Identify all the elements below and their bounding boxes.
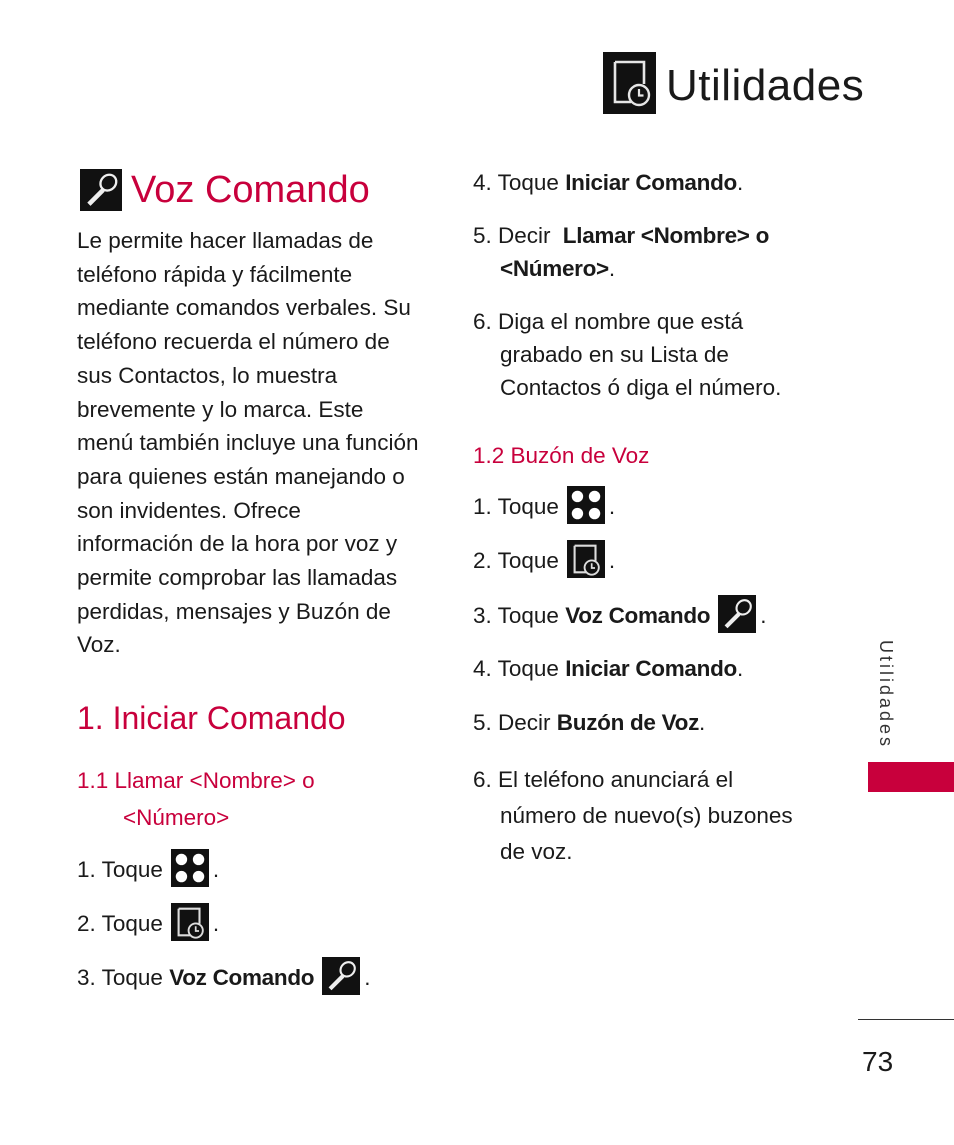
step-period: . [760, 602, 767, 628]
side-tab-marker [868, 762, 954, 792]
step-period: . [608, 256, 616, 281]
menu-grid-icon [567, 486, 605, 524]
step-text: 1. Toque [473, 493, 559, 519]
step-voicemail-6 [473, 762, 833, 870]
step-text: 4. Toque [473, 656, 559, 681]
step-text: 4. Toque [473, 170, 559, 195]
step-text: 6. Diga el nombre que está [473, 309, 744, 334]
microphone-icon [718, 595, 756, 633]
subsection-title: 1. Iniciar Comando [77, 700, 346, 736]
step-text: número de nuevo(s) buzones [500, 803, 793, 828]
step-call-4 [473, 166, 743, 199]
step-bold: Buzón de Voz [556, 710, 700, 735]
step-text: 2. Toque [473, 547, 559, 573]
subsubsection-title-line2: <Número> [123, 805, 230, 830]
step-bold: Iniciar Comando [565, 656, 737, 681]
step-text: 5. Decir [473, 223, 551, 248]
subsubsection-title-call [77, 762, 315, 836]
step-text: 3. Toque [77, 964, 163, 990]
subsubsection-title-line1: 1.1 Llamar <Nombre> o [77, 768, 315, 793]
step-bold: <Número> [500, 256, 609, 281]
intro-paragraph: Le permite hacer llamadas de teléfono rápida y fácilmente mediante comandos verbales. Su teléfono recuerda el número de sus Contactos, lo muestra brevemente y lo marca. Este menú también incluye una función para quienes están manejando o son invidentes. Ofrece información de la hora por voz y permite comprobar las llamadas perdidas, mensajes y Buzón de Voz. [77, 228, 419, 658]
step-call-3 [77, 960, 370, 998]
microphone-icon [322, 957, 360, 995]
step-text: de voz. [500, 839, 573, 864]
step-voicemail-1 [473, 489, 615, 527]
step-period: . [736, 656, 744, 681]
step-text: Contactos ó diga el número. [500, 375, 782, 400]
step-bold: Llamar <Nombre> o [562, 223, 770, 248]
step-period: . [699, 710, 706, 735]
step-call-2 [77, 906, 219, 944]
step-period: . [212, 910, 220, 936]
step-text: 2. Toque [77, 910, 163, 936]
step-period: . [364, 964, 371, 990]
microphone-icon [80, 169, 122, 211]
step-bold: Voz Comando [169, 964, 315, 990]
side-tab-label [868, 632, 904, 756]
step-call-6 [473, 305, 833, 404]
step-call-5 [473, 219, 813, 285]
page-header-title: Utilidades [666, 61, 865, 110]
step-call-1 [77, 852, 219, 890]
step-text: 5. Decir [473, 710, 551, 735]
page-number: 73 [862, 1046, 894, 1077]
menu-grid-icon [171, 849, 209, 887]
step-voicemail-5 [473, 706, 705, 739]
step-period: . [608, 547, 616, 573]
side-tab-text: Utilidades [876, 639, 897, 749]
utilities-clock-icon [171, 903, 209, 941]
step-bold: Voz Comando [565, 602, 711, 628]
step-voicemail-2 [473, 543, 615, 581]
footer-divider [858, 1019, 954, 1020]
utilities-clock-icon [567, 540, 605, 578]
step-voicemail-4 [473, 652, 743, 685]
step-bold: Iniciar Comando [565, 170, 737, 195]
step-period: . [608, 493, 616, 519]
step-text: 3. Toque [473, 602, 559, 628]
step-text: 6. El teléfono anunciará el [473, 767, 734, 792]
section-title: Voz Comando [131, 169, 370, 211]
step-period: . [212, 856, 220, 882]
utilities-clock-icon [603, 52, 656, 114]
subsubsection-title-voicemail: 1.2 Buzón de Voz [473, 443, 650, 468]
step-voicemail-3 [473, 598, 766, 636]
step-period: . [736, 170, 744, 195]
step-text: grabado en su Lista de [500, 342, 729, 367]
step-text: 1. Toque [77, 856, 163, 882]
